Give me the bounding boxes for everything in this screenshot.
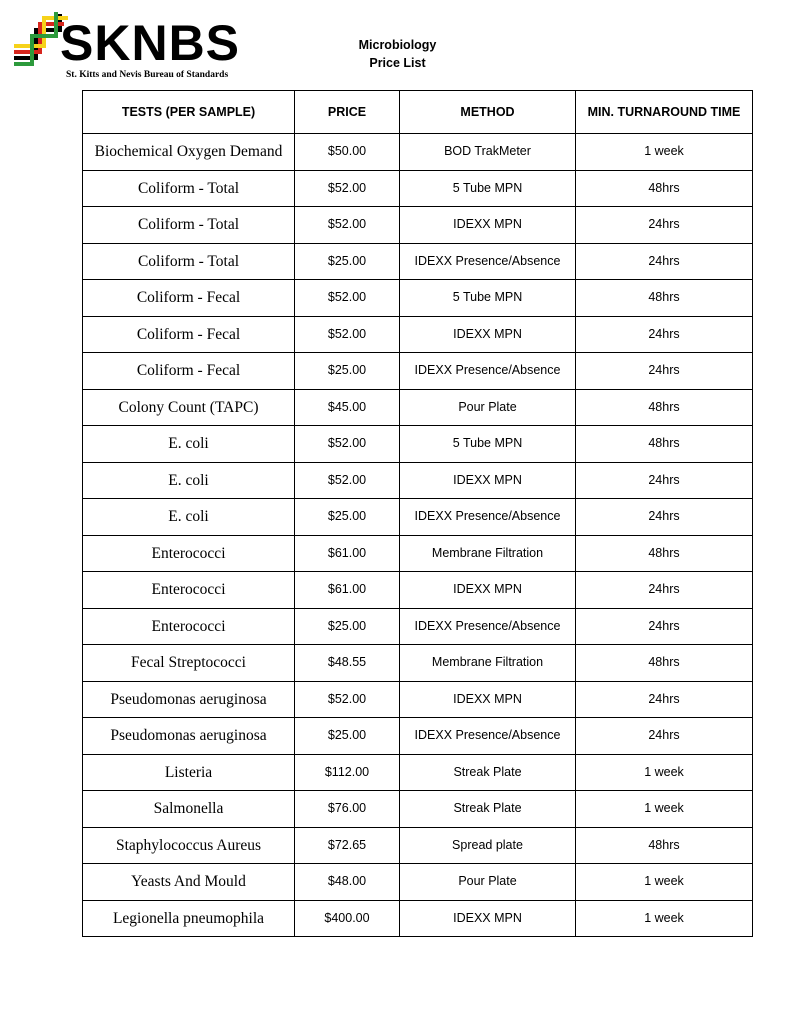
cell-test: Legionella pneumophila xyxy=(83,900,295,937)
cell-method: Pour Plate xyxy=(400,389,576,426)
header-method: METHOD xyxy=(400,91,576,134)
table-row xyxy=(83,243,753,280)
cell-turnaround: 48hrs xyxy=(576,426,753,463)
cell-method: IDEXX MPN xyxy=(400,572,576,609)
cell-turnaround: 1 week xyxy=(576,754,753,791)
table-header-row xyxy=(83,91,753,134)
cell-price: $25.00 xyxy=(295,608,400,645)
cell-test: Coliform - Fecal xyxy=(83,353,295,390)
cell-method: Streak Plate xyxy=(400,754,576,791)
cell-method: Membrane Filtration xyxy=(400,645,576,682)
cell-test: Coliform - Total xyxy=(83,170,295,207)
table-row xyxy=(83,170,753,207)
cell-method: IDEXX Presence/Absence xyxy=(400,608,576,645)
cell-turnaround: 24hrs xyxy=(576,316,753,353)
table-row xyxy=(83,718,753,755)
cell-test: Fecal Streptococci xyxy=(83,645,295,682)
cell-test: Salmonella xyxy=(83,791,295,828)
document-title xyxy=(330,36,465,72)
cell-turnaround: 1 week xyxy=(576,134,753,171)
cell-turnaround: 24hrs xyxy=(576,243,753,280)
table-row xyxy=(83,207,753,244)
cell-turnaround: 48hrs xyxy=(576,280,753,317)
logo-wordmark: SKNBS xyxy=(60,15,241,71)
table-row xyxy=(83,280,753,317)
cell-price: $112.00 xyxy=(295,754,400,791)
title-line-1: Microbiology xyxy=(358,38,437,52)
cell-test: Coliform - Fecal xyxy=(83,316,295,353)
cell-turnaround: 48hrs xyxy=(576,389,753,426)
cell-price: $25.00 xyxy=(295,499,400,536)
cell-method: IDEXX Presence/Absence xyxy=(400,718,576,755)
cell-test: Coliform - Total xyxy=(83,207,295,244)
cell-test: Biochemical Oxygen Demand xyxy=(83,134,295,171)
cell-turnaround: 48hrs xyxy=(576,645,753,682)
cell-test: Coliform - Total xyxy=(83,243,295,280)
cell-method: IDEXX MPN xyxy=(400,681,576,718)
cell-method: Streak Plate xyxy=(400,791,576,828)
header-test: TESTS (PER SAMPLE) xyxy=(83,91,295,134)
cell-price: $61.00 xyxy=(295,535,400,572)
cell-method: IDEXX MPN xyxy=(400,316,576,353)
cell-turnaround: 1 week xyxy=(576,864,753,901)
sknbs-logo xyxy=(12,10,242,86)
cell-turnaround: 24hrs xyxy=(576,353,753,390)
cell-test: Enterococci xyxy=(83,535,295,572)
cell-turnaround: 24hrs xyxy=(576,572,753,609)
cell-price: $52.00 xyxy=(295,462,400,499)
cell-turnaround: 24hrs xyxy=(576,681,753,718)
cell-method: IDEXX MPN xyxy=(400,462,576,499)
cell-test: Listeria xyxy=(83,754,295,791)
cell-test: Enterococci xyxy=(83,608,295,645)
cell-price: $52.00 xyxy=(295,681,400,718)
price-table xyxy=(82,90,753,937)
table-row xyxy=(83,608,753,645)
cell-test: Enterococci xyxy=(83,572,295,609)
cell-price: $45.00 xyxy=(295,389,400,426)
cell-method: IDEXX Presence/Absence xyxy=(400,243,576,280)
cell-turnaround: 24hrs xyxy=(576,207,753,244)
cell-test: E. coli xyxy=(83,499,295,536)
cell-test: Colony Count (TAPC) xyxy=(83,389,295,426)
table-row xyxy=(83,900,753,937)
cell-method: Pour Plate xyxy=(400,864,576,901)
table-row xyxy=(83,426,753,463)
cell-price: $25.00 xyxy=(295,353,400,390)
cell-price: $52.00 xyxy=(295,207,400,244)
cell-method: IDEXX Presence/Absence xyxy=(400,353,576,390)
logo-tagline: St. Kitts and Nevis Bureau of Standards xyxy=(66,70,229,80)
table-row xyxy=(83,353,753,390)
cell-test: Yeasts And Mould xyxy=(83,864,295,901)
table-row xyxy=(83,134,753,171)
cell-price: $72.65 xyxy=(295,827,400,864)
cell-method: 5 Tube MPN xyxy=(400,280,576,317)
table-row xyxy=(83,645,753,682)
cell-method: Membrane Filtration xyxy=(400,535,576,572)
cell-method: IDEXX MPN xyxy=(400,207,576,244)
cell-turnaround: 24hrs xyxy=(576,718,753,755)
cell-test: E. coli xyxy=(83,462,295,499)
cell-turnaround: 1 week xyxy=(576,791,753,828)
table-row xyxy=(83,827,753,864)
cell-price: $48.55 xyxy=(295,645,400,682)
cell-test: Staphylococcus Aureus xyxy=(83,827,295,864)
table-row xyxy=(83,754,753,791)
cell-method: 5 Tube MPN xyxy=(400,170,576,207)
cell-price: $50.00 xyxy=(295,134,400,171)
cell-turnaround: 1 week xyxy=(576,900,753,937)
cell-turnaround: 48hrs xyxy=(576,535,753,572)
cell-method: 5 Tube MPN xyxy=(400,426,576,463)
cell-price: $52.00 xyxy=(295,170,400,207)
table-row xyxy=(83,389,753,426)
table-row xyxy=(83,681,753,718)
title-line-2: Price List xyxy=(369,56,426,70)
cell-turnaround: 24hrs xyxy=(576,608,753,645)
cell-method: IDEXX MPN xyxy=(400,900,576,937)
cell-price: $52.00 xyxy=(295,280,400,317)
table-row xyxy=(83,572,753,609)
cell-price: $52.00 xyxy=(295,426,400,463)
cell-price: $76.00 xyxy=(295,791,400,828)
table-row xyxy=(83,864,753,901)
table-row xyxy=(83,791,753,828)
cell-method: IDEXX Presence/Absence xyxy=(400,499,576,536)
cell-price: $400.00 xyxy=(295,900,400,937)
cell-test: Pseudomonas aeruginosa xyxy=(83,681,295,718)
cell-price: $48.00 xyxy=(295,864,400,901)
table-row xyxy=(83,462,753,499)
table-row xyxy=(83,316,753,353)
header-price: PRICE xyxy=(295,91,400,134)
cell-price: $25.00 xyxy=(295,718,400,755)
table-row xyxy=(83,499,753,536)
cell-test: Pseudomonas aeruginosa xyxy=(83,718,295,755)
table-row xyxy=(83,535,753,572)
cell-price: $61.00 xyxy=(295,572,400,609)
cell-test: Coliform - Fecal xyxy=(83,280,295,317)
cell-turnaround: 48hrs xyxy=(576,827,753,864)
cell-method: Spread plate xyxy=(400,827,576,864)
cell-turnaround: 48hrs xyxy=(576,170,753,207)
header-turnaround: MIN. TURNAROUND TIME xyxy=(576,91,753,134)
cell-price: $52.00 xyxy=(295,316,400,353)
cell-turnaround: 24hrs xyxy=(576,499,753,536)
cell-test: E. coli xyxy=(83,426,295,463)
cell-turnaround: 24hrs xyxy=(576,462,753,499)
cell-method: BOD TrakMeter xyxy=(400,134,576,171)
cell-price: $25.00 xyxy=(295,243,400,280)
